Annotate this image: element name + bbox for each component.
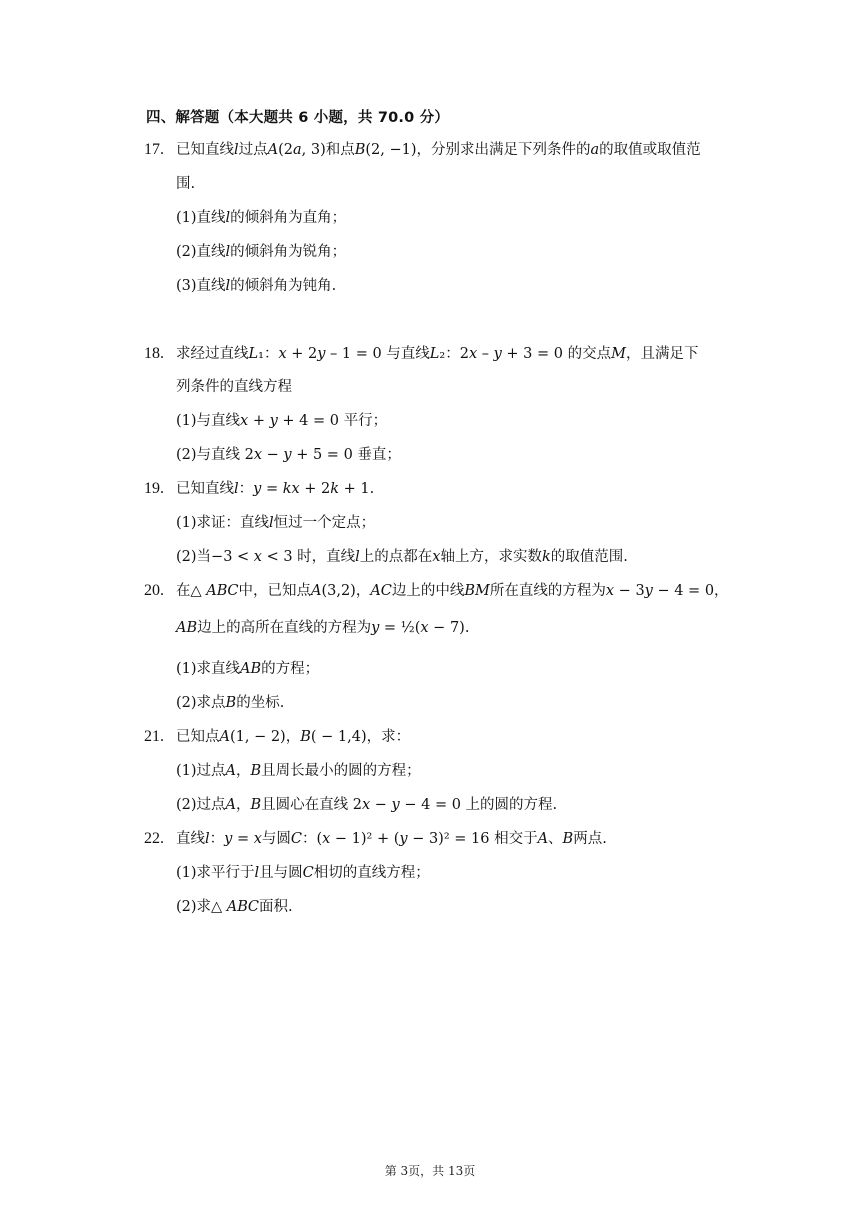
problem-21-part-1: (1)过点𝐴，𝐵且周长最小的圆的方程； <box>176 763 421 779</box>
problem-18-number: 18. <box>144 345 164 362</box>
problem-19-number: 19. <box>144 480 164 497</box>
problem-17-number: 17. <box>144 141 164 158</box>
problem-22-part-2: (2)求△ 𝐴𝐵𝐶面积. <box>176 899 293 915</box>
problem-18-line-1: 求经过直线𝐿₁：𝑥 + 2𝑦 – 1 = 0 与直线𝐿₂：2𝑥 – 𝑦 + 3 = 0 的交点𝑀，且满足下 <box>176 346 699 362</box>
problem-17-part-1: (1)直线𝑙的倾斜角为直角； <box>176 210 347 226</box>
problem-19-part-1: (1)求证：直线𝑙恒过一个定点； <box>176 515 376 531</box>
problem-20-line-2: 𝐴𝐵边上的高所在直线的方程为𝑦 = ½(𝑥 − 7). <box>176 620 470 636</box>
problem-21-number: 21. <box>144 728 164 745</box>
problem-22-number: 22. <box>144 830 164 847</box>
problem-21-line-1: 已知点𝐴(1, − 2)，𝐵( − 1,4)，求： <box>176 729 411 745</box>
problem-17-part-2: (2)直线𝑙的倾斜角为锐角； <box>176 244 347 260</box>
problem-18-part-1: (1)与直线𝑥 + 𝑦 + 4 = 0 平行； <box>176 413 388 429</box>
problem-19-line-1: 已知直线𝑙：𝑦 = 𝑘𝑥 + 2𝑘 + 1. <box>176 481 375 497</box>
problem-17-line-1: 已知直线𝑙过点𝐴(2𝑎, 3)和点𝐵(2, −1)，分别求出满足下列条件的𝑎的取值或取值范 <box>176 142 701 158</box>
problem-20-line-1: 在△ 𝐴𝐵𝐶中，已知点𝐴(3,2)，𝐴𝐶边上的中线𝐵𝑀所在直线的方程为𝑥 − 3𝑦 − 4 = 0， <box>176 583 729 599</box>
problem-21-part-2: (2)过点𝐴，𝐵且圆心在直线 2𝑥 − 𝑦 − 4 = 0 上的圆的方程. <box>176 797 558 813</box>
problem-20-part-2: (2)求点𝐵的坐标. <box>176 695 285 711</box>
problem-18-line-2: 列条件的直线方程 <box>176 379 292 395</box>
problem-20-part-1: (1)求直线𝐴𝐵的方程； <box>176 661 320 677</box>
problem-22-line-1: 直线𝑙：𝑦 = 𝑥与圆𝐶：(𝑥 − 1)² + (𝑦 − 3)² = 16 相交于𝐴、𝐵两点. <box>176 831 607 847</box>
problem-18-part-2: (2)与直线 2𝑥 − 𝑦 + 5 = 0 垂直； <box>176 447 401 463</box>
problem-22-part-1: (1)求平行于𝑙且与圆𝐶相切的直线方程； <box>176 865 430 881</box>
section-title: 四、解答题（本大题共 6 小题，共 70.0 分） <box>146 110 450 126</box>
problem-20-number: 20. <box>144 582 164 599</box>
problem-17-part-3: (3)直线𝑙的倾斜角为钝角. <box>176 278 337 294</box>
page-footer: 第 3页，共 13页 <box>384 1164 476 1178</box>
problem-17-line-2: 围. <box>176 176 196 192</box>
problem-19-part-2: (2)当−3 < 𝑥 < 3 时，直线𝑙上的点都在𝑥轴上方，求实数𝑘的取值范围. <box>176 549 628 565</box>
